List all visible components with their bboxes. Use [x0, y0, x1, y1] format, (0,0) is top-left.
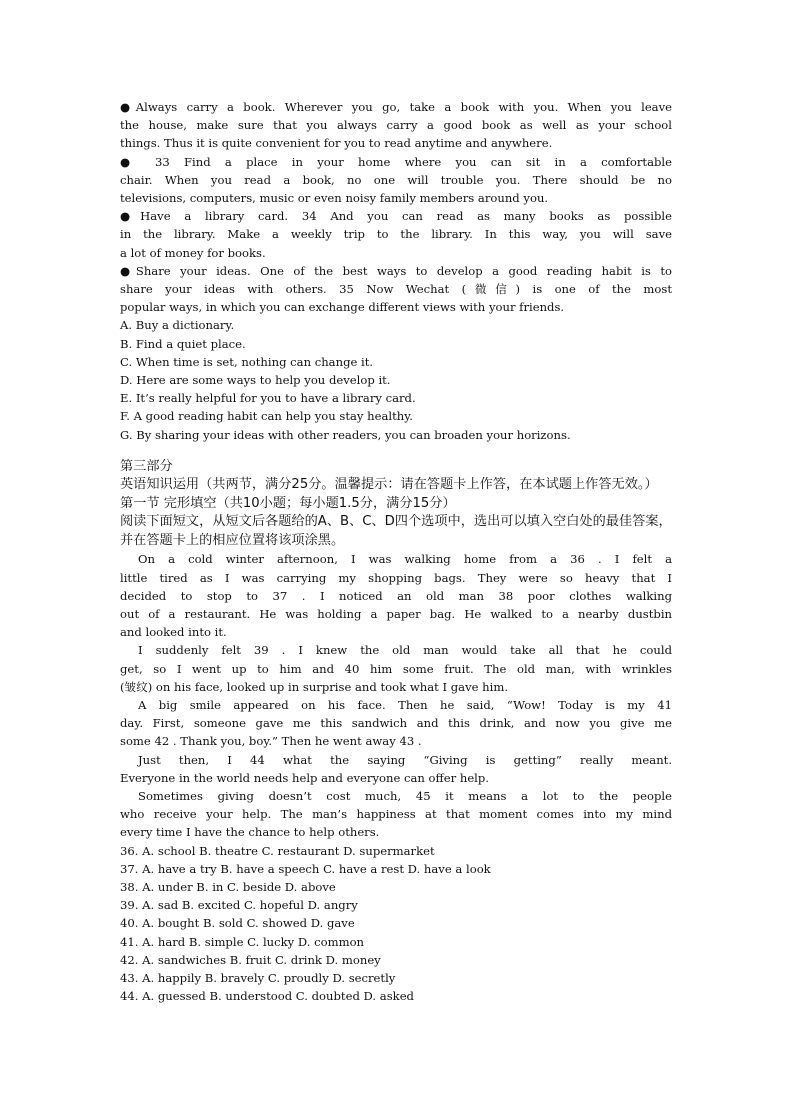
option-d: D. Here are some ways to help you develop it.: [120, 373, 391, 388]
text-line: Just then, I 44 what the saying “Giving is getting” really meant.: [138, 752, 672, 767]
text-line: a lot of money for books.: [120, 245, 266, 260]
cloze-passage: [120, 550, 672, 841]
cloze-paragraph: [120, 550, 672, 641]
question-43: 43. A. happily B. bravely C. proudly D. secretly: [120, 971, 396, 986]
text-line: ●Always carry a book. Wherever you go, take a book with you. When you leave: [120, 100, 672, 114]
text-line: popular ways, in which you can exchange different views with your friends.: [120, 300, 565, 315]
text-line: (皱纹) on his face, looked up in surprise and took what I gave him.: [120, 679, 509, 694]
reading-tips: [120, 98, 672, 316]
part-description: 英语知识运用（共两节，满分25分。温馨提示：请在答题卡上作答，在本试题上作答无效。）: [120, 477, 658, 493]
section-title: 第一节 完形填空（共10小题；每小题1.5分，满分15分）: [120, 495, 456, 511]
text-line: things. Thus it is quite convenient for you to read anytime and anywhere.: [120, 136, 553, 151]
question-44: 44. A. guessed B. understood C. doubted D. asked: [120, 989, 414, 1004]
text-line: share your ideas with others. 35 Now Wechat (微信) is one of the most: [120, 282, 672, 297]
question-37: 37. A. have a try B. have a speech C. have a rest D. have a look: [120, 861, 491, 876]
question-40: 40. A. bought B. sold C. showed D. gave: [120, 916, 355, 931]
tip-paragraph: [120, 207, 672, 262]
reading-options: [120, 316, 672, 443]
text-line: ● 33 Find a place in your home where you can sit in a comfortable: [120, 154, 672, 169]
cloze-paragraph: [120, 787, 672, 842]
option-f: F. A good reading habit can help you stay healthy.: [120, 409, 413, 424]
tip-paragraph: [120, 262, 672, 317]
text-line: day. First, someone gave me this sandwich and this drink, and now you give me: [120, 716, 672, 731]
text-line: in the library. Make a weekly trip to the library. In this way, you will save: [120, 227, 672, 242]
text-line: On a cold winter afternoon, I was walking home from a 36 . I felt a: [138, 552, 672, 567]
exam-page: [120, 98, 672, 1005]
question-42: 42. A. sandwiches B. fruit C. drink D. money: [120, 952, 381, 967]
text-line: ●Have a library card. 34 And you can read as many books as possible: [120, 209, 672, 224]
text-line: and looked into it.: [120, 625, 227, 640]
question-41: 41. A. hard B. simple C. lucky D. common: [120, 934, 365, 949]
text-line: little tired as I was carrying my shopping bags. They were so heavy that I: [120, 570, 672, 585]
option-a: A. Buy a dictionary.: [120, 318, 235, 333]
text-line: every time I have the chance to help others.: [120, 825, 380, 840]
text-line: A big smile appeared on his face. Then he said, “Wow! Today is my 41: [138, 697, 672, 712]
text-line: ●Share your ideas. One of the best ways to develop a good reading habit is to: [120, 263, 672, 278]
cloze-paragraph: [120, 641, 672, 696]
text-line: I suddenly felt 39 . I knew the old man would take all that he could: [138, 643, 672, 658]
tip-paragraph: [120, 98, 672, 153]
section-instructions: 阅读下面短文，从短文后各题给的A、B、C、D四个选项中，选出可以填入空白处的最佳答案，并在答题卡上的相应位置将该项涂黑。: [120, 514, 672, 548]
text-line: televisions, computers, music or even noisy family members around you.: [120, 191, 549, 206]
cloze-paragraph: [120, 751, 672, 787]
text-line: get, so I went up to him and 40 him some fruit. The old man, with wrinkles: [120, 661, 672, 676]
text-line: decided to stop to 37 . I noticed an old man 38 poor clothes walking: [120, 588, 672, 603]
option-b: B. Find a quiet place.: [120, 336, 246, 351]
cloze-questions: [120, 842, 672, 1006]
option-g: G. By sharing your ideas with other readers, you can broaden your horizons.: [120, 427, 571, 442]
option-c: C. When time is set, nothing can change it.: [120, 354, 374, 369]
text-line: chair. When you read a book, no one will trouble you. There should be no: [120, 172, 672, 187]
cloze-paragraph: [120, 696, 672, 751]
text-line: Everyone in the world needs help and everyone can offer help.: [120, 770, 489, 785]
spacer: [120, 444, 672, 458]
text-line: Sometimes giving doesn’t cost much, 45 it means a lot to the people: [138, 789, 672, 803]
question-38: 38. A. under B. in C. beside D. above: [120, 880, 336, 895]
question-39: 39. A. sad B. excited C. hopeful D. angry: [120, 898, 358, 913]
text-line: the house, make sure that you always carry a good book as well as your school: [120, 118, 672, 133]
tip-paragraph: [120, 153, 672, 208]
text-line: some 42 . Thank you, boy.” Then he went away 43 .: [120, 734, 422, 749]
option-e: E. It’s really helpful for you to have a library card.: [120, 391, 416, 406]
text-line: out of a restaurant. He was holding a paper bag. He walked to a nearby dustbin: [120, 606, 672, 621]
question-36: 36. A. school B. theatre C. restaurant D. supermarket: [120, 843, 435, 858]
text-line: who receive your help. The man’s happiness at that moment comes into my mind: [120, 807, 672, 822]
part-title: 第三部分: [120, 458, 173, 474]
